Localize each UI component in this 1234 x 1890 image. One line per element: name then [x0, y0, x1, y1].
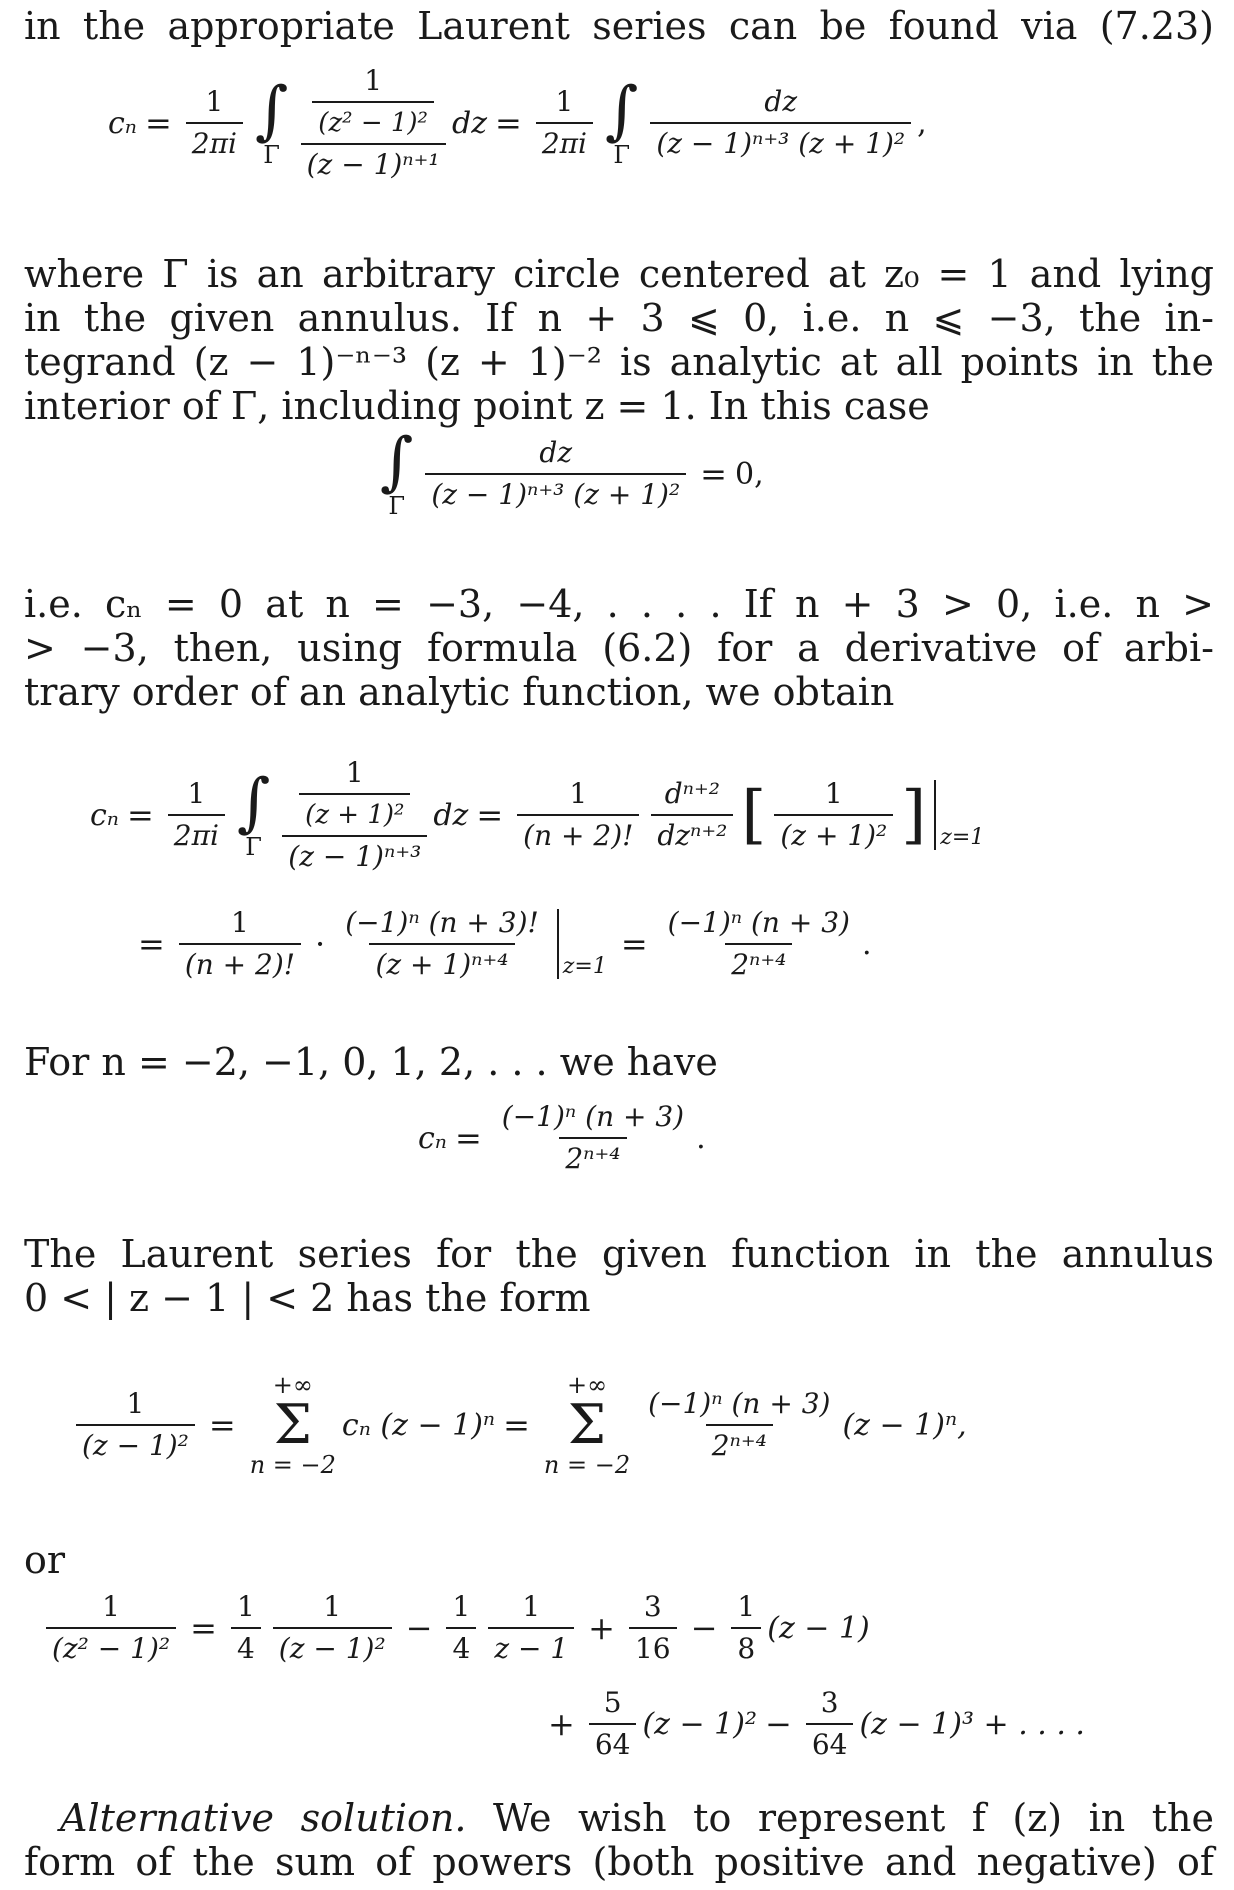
- equation-cn-formula: cₙ = $\frac{\text{(−1)ⁿ (n + 3)}}{\text{2ⁿ⁺⁴}}$ .: [418, 1100, 706, 1175]
- equation-cn-result: = $\frac{1}{(n + 2)!}$ · $\frac{\text{(−1)ⁿ (n + 3)!}}{\text{(z + 1)ⁿ⁺⁴}}$ z=1 = $\frac{\text{(−1)ⁿ (n + 3)}}{\text{2ⁿ⁺⁴}}$ .: [138, 906, 872, 981]
- equation-expanded-series-1: $\frac{1}{\text{(z² − 1)²}}$ = $\frac{1}{4}$ $\frac{1}{\text{(z − 1)²}}$ − $\frac{1}{4}$ $\frac{1}{z - 1}$ + $\frac{3}{16}$ − $\frac{1}{8}$ (z − 1): [40, 1590, 870, 1666]
- dz-symbol: dz: [451, 105, 487, 141]
- text-line-11: 0 < | z − 1 | < 2 has the form: [24, 1276, 591, 1320]
- fraction-1-over-2pii: $\frac{1}{2\pi i}$: [186, 85, 243, 161]
- text-line-9: For n = −2, −1, 0, 1, 2, . . . we have: [24, 1040, 718, 1084]
- integrand-fraction-2: $\frac{dz}{\text{(z − 1)ⁿ⁺³ (z + 1)²}}$: [650, 85, 911, 161]
- equals-sign: =: [144, 104, 172, 142]
- alternative-solution-label: Alternative solution.: [60, 1796, 467, 1840]
- text-line-2: where Γ is an arbitrary circle centered at z₀ = 1 and lying: [24, 252, 1214, 296]
- equation-cn-derivative: cₙ = $\frac{1}{2\pi i}$ ∫ Γ $\frac{\frac{1}{\text{(z + 1)²}}}{\text{(z − 1)ⁿ⁺³}}$ dz = $\frac{1}{(n + 2)!}$ $\frac{\text{dⁿ⁺²}}{\text{dzⁿ⁺²}}$ [ $\frac{1}{\text{(z + 1)²}}$ ] z=1: [90, 756, 985, 873]
- text-line-4: tegrand (z − 1)⁻ⁿ⁻³ (z + 1)⁻² is analytic at all points in the: [24, 340, 1214, 384]
- text-line-1: in the appropriate Laurent series can be found via (7.23): [24, 4, 1214, 48]
- equation-expanded-series-2: + $\frac{5}{64}$ (z − 1)² − $\frac{3}{64}$ (z − 1)³ + . . . .: [548, 1686, 1085, 1761]
- text-line-7: > −3, then, using formula (6.2) for a derivative of arbi-: [24, 626, 1214, 670]
- equation-cn-integral: cₙ = $\frac{1}{2\pi i}$ ∫ Γ $\frac{\frac{1}{\text{(z² − 1)²}}}{\text{(z − 1)ⁿ⁺¹}}$ dz = $\frac{1}{2\pi i}$ ∫ Γ $\frac{dz}{\text{(z − 1)ⁿ⁺³ (z + 1)²}}$ ,: [108, 64, 927, 181]
- integrand-fraction-1: $\frac{\frac{1}{\text{(z² − 1)²}}}{\text{(z − 1)ⁿ⁺¹}}$: [300, 64, 446, 182]
- equation-laurent-sum: $\frac{1}{\text{(z − 1)²}}$ = +∞ Σ n = −2 cₙ (z − 1)ⁿ = +∞ Σ n = −2 $\frac{\text{(−1)ⁿ (n + 3)}}{\text{2ⁿ⁺⁴}}$ (z − 1)ⁿ,: [70, 1372, 967, 1478]
- contour-integral: ∫ Γ: [254, 74, 289, 169]
- text-line-10: The Laurent series for the given function in the annulus: [24, 1232, 1214, 1276]
- equation-integral-zero: ∫ Γ $\frac{dz}{\text{(z − 1)ⁿ⁺³ (z + 1)²}}$ = 0,: [380, 425, 764, 520]
- cn-symbol: cₙ: [108, 105, 137, 141]
- evaluation-bar: z=1: [934, 780, 984, 850]
- text-line-12: or: [24, 1538, 66, 1582]
- summation-symbol: +∞ Σ n = −2: [249, 1371, 336, 1479]
- text-line-8: trary order of an analytic function, we obtain: [24, 670, 895, 714]
- text-line-3: in the given annulus. If n + 3 ⩽ 0, i.e. n ⩽ −3, the in-: [24, 296, 1214, 340]
- text-line-13: Alternative solution. We wish to represent f (z) in the: [60, 1796, 1215, 1840]
- text-line-5: interior of Γ, including point z = 1. In this case: [24, 384, 930, 428]
- text-line-6: i.e. cₙ = 0 at n = −3, −4, . . . . If n + 3 > 0, i.e. n >: [24, 582, 1214, 626]
- text-line-14: form of the sum of powers (both positive and negative) of: [24, 1840, 1214, 1884]
- derivative-operator: $\frac{\text{dⁿ⁺²}}{\text{dzⁿ⁺²}}$: [651, 777, 733, 853]
